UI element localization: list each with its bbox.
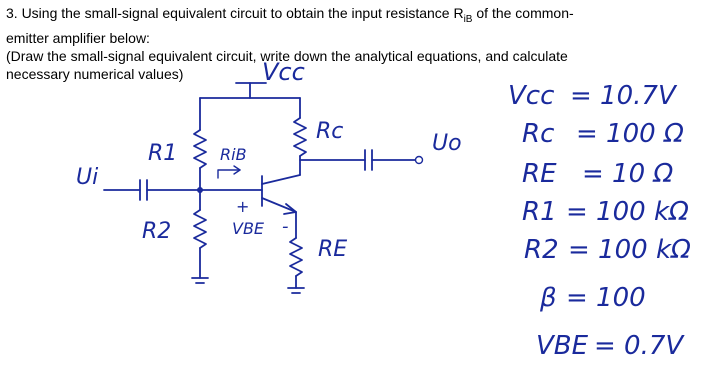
r2-resistor <box>142 190 208 283</box>
param-re-value: = 10 Ω <box>582 159 674 189</box>
question-line-1-pre: 3. Using the small-signal equivalent circuit to obtain the input resistance R <box>6 5 464 21</box>
rc-label: Rc <box>316 119 344 144</box>
parameter-list <box>508 81 691 361</box>
rib-arrow <box>218 145 247 178</box>
param-rc-name: Rc <box>522 119 555 149</box>
param-r2-value: = 100 kΩ <box>568 235 691 265</box>
question-line-3: (Draw the small-signal equivalent circuit, write down the analytical equations, and calculate <box>6 47 568 64</box>
re-label: RE <box>318 237 348 262</box>
vbe-label: VBE <box>232 219 265 238</box>
re-resistor <box>288 212 347 293</box>
param-r1-name: R1 <box>522 197 557 227</box>
param-beta-name: β <box>540 283 557 313</box>
param-rc-value: = 100 Ω <box>576 119 684 149</box>
param-r2-name: R2 <box>524 235 559 265</box>
r1-label: R1 <box>148 141 178 166</box>
rc-resistor <box>294 98 343 175</box>
r2-label: R2 <box>142 219 172 244</box>
param-vbe-value: = 0.7V <box>594 331 684 361</box>
question-line-1-post: of the common- <box>472 5 574 21</box>
param-vbe-name: VBE <box>536 331 589 361</box>
vbe-plus: + <box>236 197 250 216</box>
param-vcc-value: = 10.7V <box>570 81 676 111</box>
vcc-label: Vcc <box>262 58 305 86</box>
vbe-minus: - <box>282 216 289 237</box>
r1-resistor <box>148 98 206 192</box>
question-line-2: emitter amplifier below: <box>6 29 150 46</box>
vo-label: Uo <box>432 131 462 156</box>
rib-subscript: iB <box>463 13 473 25</box>
param-r1-value: = 100 kΩ <box>566 197 689 227</box>
rib-label: RiB <box>220 145 247 164</box>
param-re-name: RE <box>522 159 557 189</box>
question-line-4: necessary numerical values) <box>6 65 184 82</box>
param-vcc-name: Vcc <box>508 81 555 111</box>
vbe-marker <box>232 197 289 238</box>
transistor <box>262 175 300 214</box>
param-beta-value: = 100 <box>566 283 646 313</box>
vi-label: Ui <box>76 165 99 190</box>
vcc-terminal <box>236 58 305 98</box>
